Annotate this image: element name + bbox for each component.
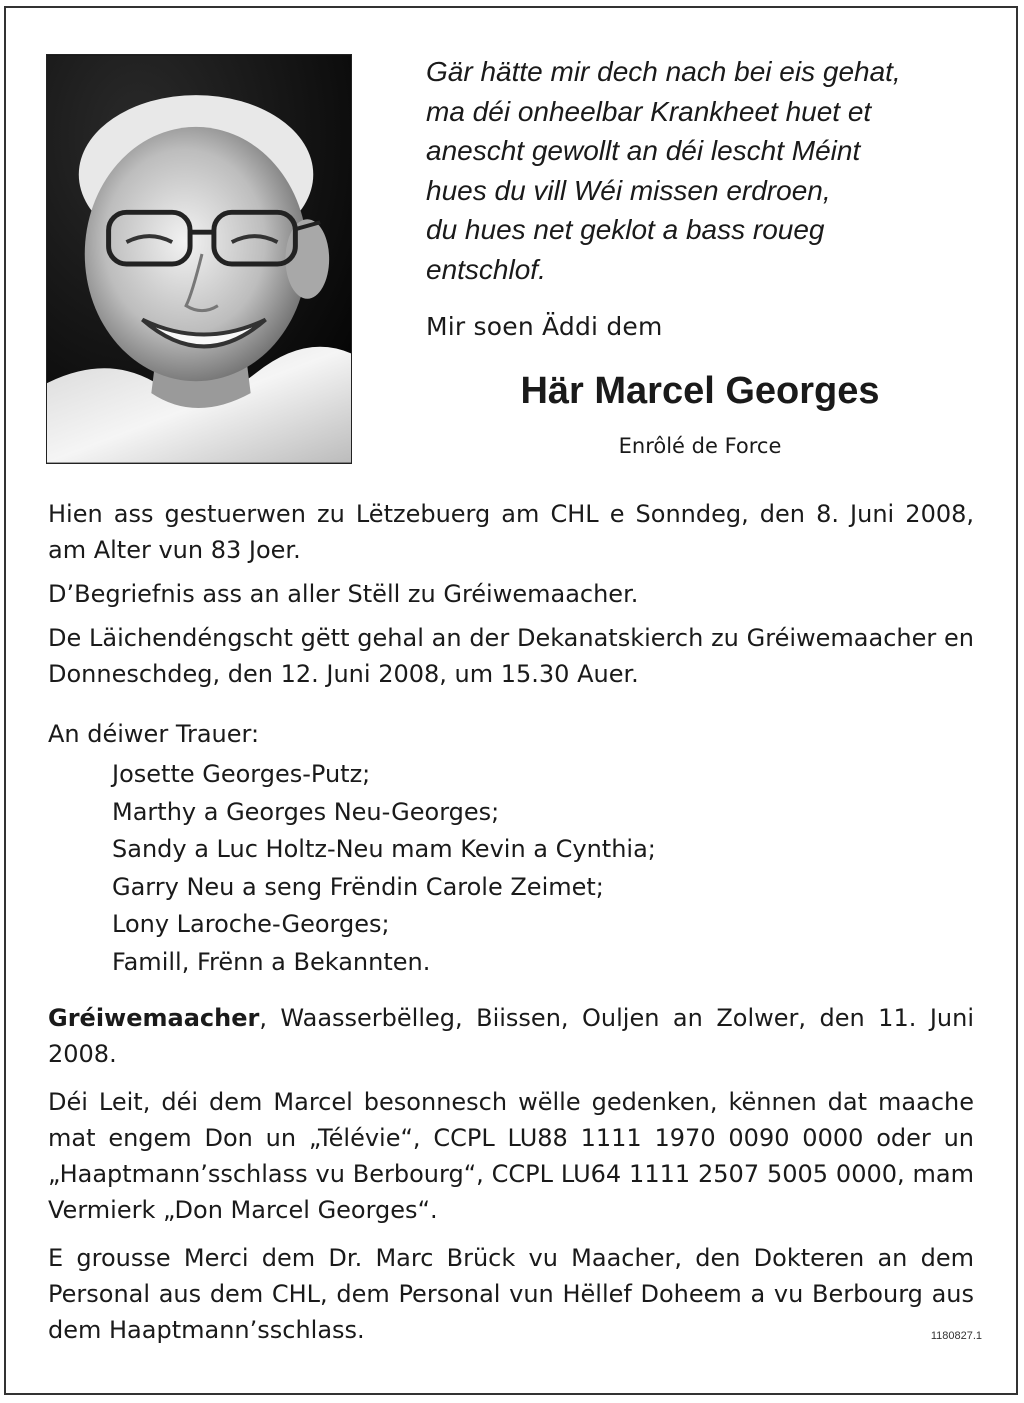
deceased-subtitle: Enrôlé de Force [618, 434, 782, 458]
memorial-poem [426, 52, 986, 289]
deceased-name: Här Marcel Georges [520, 370, 880, 412]
death-notice-paragraph: Hien ass gestuerwen zu Lëtzebuerg am CHL e Sonndeg, den 8. Juni 2008, am Alter vun 83 Joer. [48, 500, 974, 564]
poem-line: du hues net geklot a bass roueg [426, 214, 825, 245]
funeral-paragraph: De Läichendéngscht gëtt gehal an der Dekanatskierch zu Gréiwemaacher en Donneschdeg, den 12. Juni 2008, um 15.30 Auer. [48, 624, 974, 688]
farewell-intro: Mir soen Äddi dem [426, 312, 663, 341]
place-rest: , Waasserbëlleg, Biissen, Ouljen an Zolwer, den 11. Juni 2008. [48, 1004, 974, 1068]
poem-line: Gär hätte mir dech nach bei eis gehat, [426, 56, 901, 87]
mourners-list [112, 756, 656, 981]
reference-number: 1180827.1 [930, 1330, 982, 1342]
mourner-item: Sandy a Luc Holtz-Neu mam Kevin a Cynthia; [112, 835, 656, 863]
place-date-paragraph [48, 1000, 974, 1072]
poem-line: entschlof. [426, 253, 546, 285]
place-bold: Gréiwemaacher [48, 1004, 260, 1032]
mourner-item: Lony Laroche-Georges; [112, 910, 390, 938]
poem-line: ma déi onheelbar Krankheet huet et [426, 95, 872, 127]
poem-line: anescht gewollt an déi lescht Méint [426, 135, 861, 166]
thanks-paragraph: E grousse Merci dem Dr. Marc Brück vu Maacher, den Dokteren an dem Personal aus dem CHL, dem Personal vun Hëllef Doheem a vu Berbourg aus dem Haaptmann’sschlass. [48, 1244, 974, 1344]
mourner-item: Josette Georges-Putz; [112, 760, 371, 788]
poem-line: hues du vill Wéi missen erdroen, [426, 174, 831, 206]
portrait-photo [46, 54, 352, 464]
burial-paragraph: D’Begriefnis ass an aller Stëll zu Gréiwemaacher. [48, 580, 639, 608]
mourning-intro: An déiwer Trauer: [48, 720, 260, 748]
mourner-item: Garry Neu a seng Frëndin Carole Zeimet; [112, 872, 604, 901]
mourner-item: Marthy a Georges Neu-Georges; [112, 797, 500, 826]
mourner-item: Famill, Frënn a Bekannten. [112, 947, 431, 976]
donation-paragraph: Déi Leit, déi dem Marcel besonnesch wëlle gedenken, kënnen dat maache mat engem Don un „Télévie“, CCPL LU88 1111 1970 0090 0000 oder un „Haaptmann’sschlass vu Berbourg“, CCPL LU64 1111 2507 5005 0000, mam Vermierk „Don Marcel Georges“. [48, 1088, 974, 1224]
